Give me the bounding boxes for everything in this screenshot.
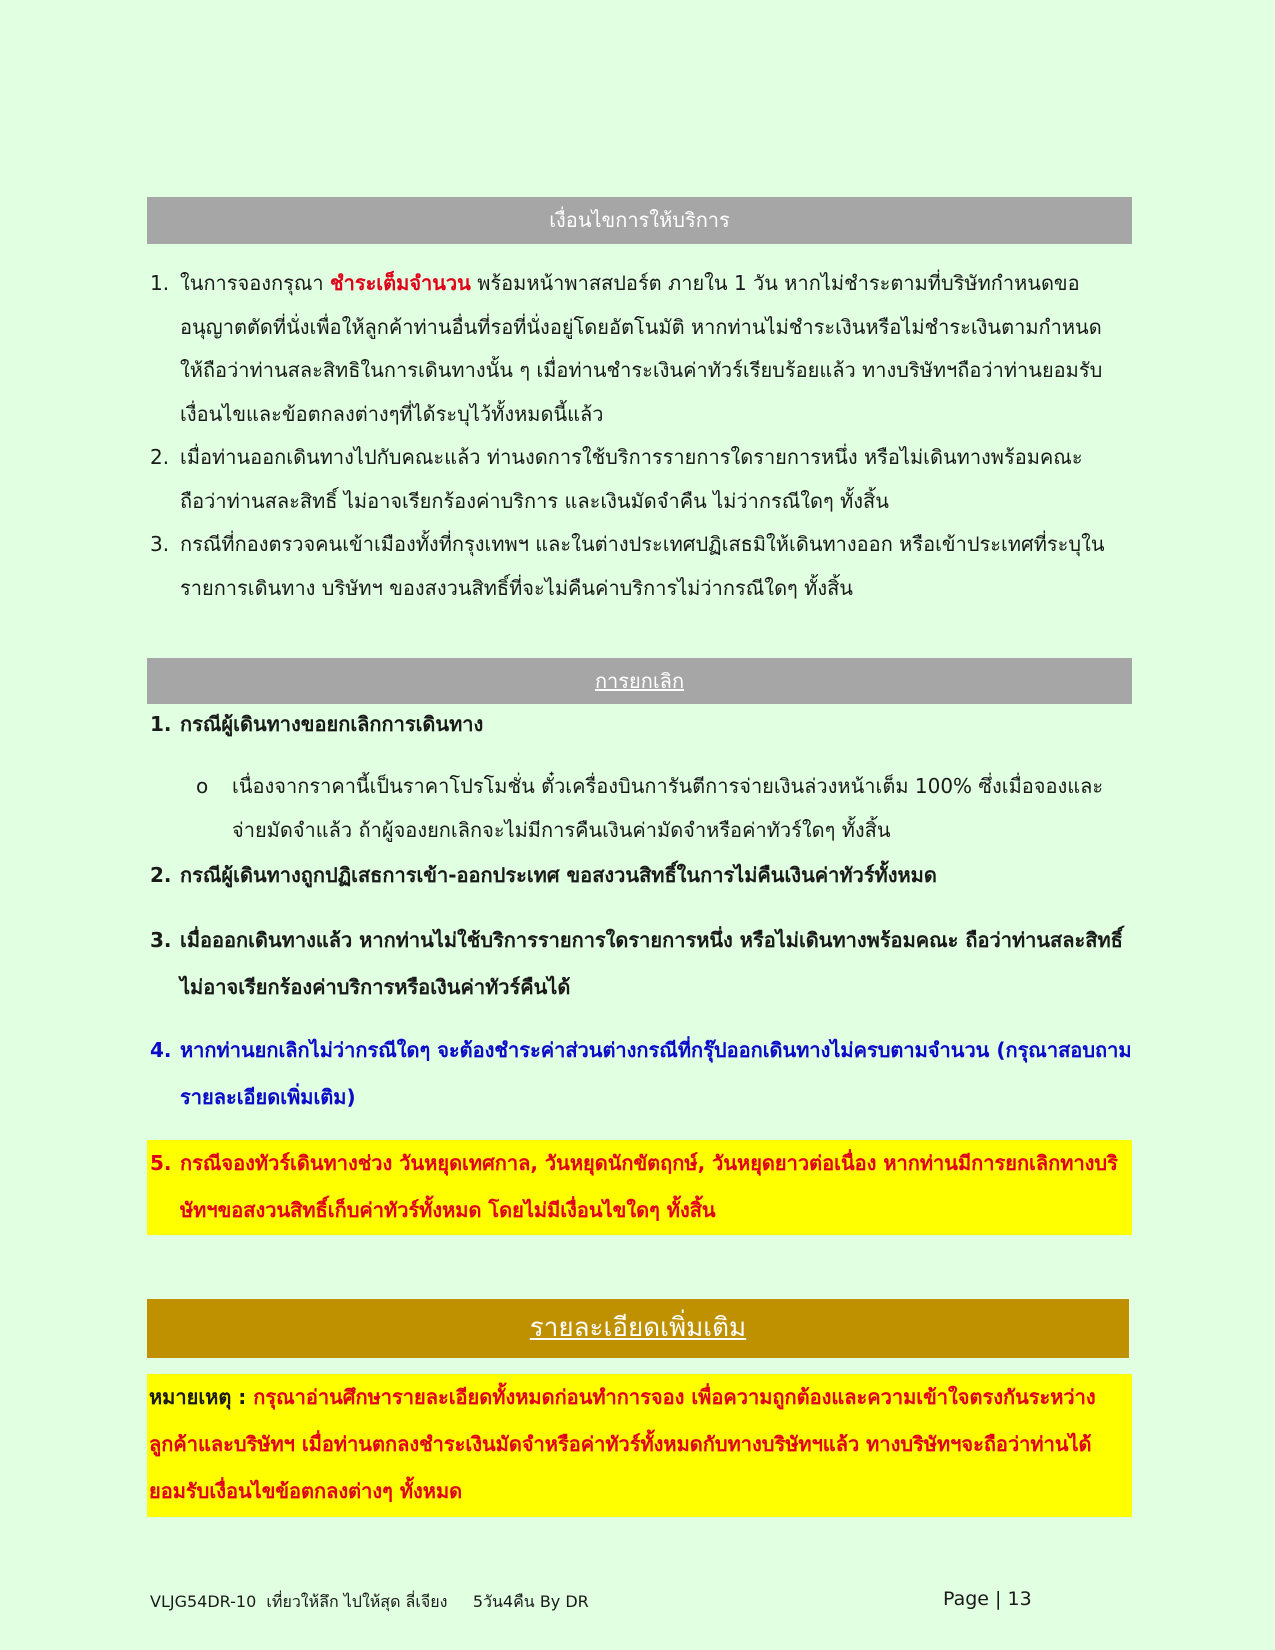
circle-bullet-icon: o (196, 774, 209, 798)
condition-text-before: ในการจองกรุณา (180, 271, 331, 295)
footer-tour-code: VLJG54DR-10 เที่ยวให้ลึก ไปให้สุด ลี่เจียง 5วัน4คืน By DR (150, 1592, 589, 1611)
list-number: 1. (150, 712, 172, 736)
list-number: 3. (150, 928, 172, 952)
condition-text: เมื่อท่านออกเดินทางไปกับคณะแล้ว ท่านงดการใช้บริการรายการใดรายการหนึ่ง หรือไม่เดินทางพร้อมคณะ ถือว่าท่านสละสิทธิ์ ไม่อาจเรียกร้องค่าบริการ และเงินมัดจำคืน ไม่ว่ากรณีใดๆ ทั้งสิ้น (180, 445, 1083, 513)
list-number: 4. (150, 1038, 172, 1062)
cancel-text: กรณีจองทัวร์เดินทางช่วง วันหยุดเทศกาล, วันหยุดนักขัตฤกษ์, วันหยุดยาวต่อเนื่อง หากท่านมีการยกเลิกทางบริษัทฯขอสงวนสิทธิ์เก็บค่าทัวร์ทั้งหมด โดยไม่มีเงื่อนไขใดๆ ทั้งสิ้น (180, 1151, 1118, 1222)
cancel-text: เมื่อออกเดินทางแล้ว หากท่านไม่ใช้บริการรายการใดรายการหนึ่ง หรือไม่เดินทางพร้อมคณะ ถือว่าท่านสละสิทธิ์ไม่อาจเรียกร้องค่าบริการหรือเงินค่าทัวร์คืนได้ (180, 928, 1123, 999)
note-label: หมายเหตุ : (149, 1385, 254, 1409)
list-number: 2. (150, 863, 172, 887)
cancel-sub-text: เนื่องจากราคานี้เป็นราคาโปรโมชั่น ตั๋วเครื่องบินการันตีการจ่ายเงินล่วงหน้าเต็ม 100% ซึ่งเมื่อจองและจ่ายมัดจำแล้ว ถ้าผู้จองยกเลิกจะไม่มีการคืนเงินค่ามัดจำหรือค่าทัวร์ใดๆ ทั้งสิ้น (232, 774, 1104, 842)
list-number: 3. (150, 532, 170, 556)
list-item (147, 523, 1117, 610)
cancel-text: หากท่านยกเลิกไม่ว่ากรณีใดๆ จะต้องชำระค่าส่วนต่างกรณีที่กรุ๊ปออกเดินทางไม่ครบตามจำนวน (กรุณาสอบถามรายละเอียดเพิ่มเติม) (180, 1038, 1132, 1109)
cancellation-header: การยกเลิก (147, 658, 1132, 704)
cancel-item-5 (147, 1140, 1132, 1234)
cancel-item-2 (147, 853, 1132, 898)
cancel-item-4 (147, 1027, 1132, 1121)
cancel-text: กรณีผู้เดินทางถูกปฏิเสธการเข้า-ออกประเทศ ขอสงวนสิทธิ์ในการไม่คืนเงินค่าทัวร์ทั้งหมด (180, 863, 937, 887)
conditions-list (147, 262, 1117, 610)
note-box (147, 1374, 1132, 1517)
cancel-item-1 (147, 702, 1132, 747)
condition-text-after: พร้อมหน้าพาสสปอร์ต ภายใน 1 วัน หากไม่ชำระตามที่บริษัทกำหนดขออนุญาตตัดที่นั่งเพื่อให้ลูกค้าท่านอื่นที่รอที่นั่งอยู่โดยอัตโนมัติ หากท่านไม่ชำระเงินหรือไม่ชำระเงินตามกำหนดให้ถือว่าท่านสละสิทธิในการเดินทางนั้น ๆ เมื่อท่านชำระเงินค่าทัวร์เรียบร้อยแล้ว ทางบริษัทฯถือว่าท่านยอมรับเงื่อนไขและข้อตกลงต่างๆที่ได้ระบุไว้ทั้งหมดนี้แล้ว (180, 271, 1103, 426)
conditions-header: เงื่อนไขการให้บริการ (147, 197, 1132, 244)
cancel-text: กรณีผู้เดินทางขอยกเลิกการเดินทาง (180, 712, 484, 736)
list-item (147, 262, 1117, 436)
list-number: 2. (150, 445, 170, 469)
full-payment-highlight: ชำระเต็มจำนวน (330, 271, 471, 295)
note-text: กรุณาอ่านศึกษารายละเอียดทั้งหมดก่อนทำการจอง เพื่อความถูกต้องและความเข้าใจตรงกันระหว่างลูกค้าและบริษัทฯ เมื่อท่านตกลงชำระเงินมัดจำหรือค่าทัวร์ทั้งหมดกับทางบริษัทฯแล้ว ทางบริษัทฯจะถือว่าท่านได้ยอมรับเงื่อนไขข้อตกลงต่างๆ ทั้งหมด (149, 1385, 1096, 1503)
list-number: 1. (150, 271, 170, 295)
condition-text: กรณีที่กองตรวจคนเข้าเมืองทั้งที่กรุงเทพฯ และในต่างประเทศปฏิเสธมิให้เดินทางออก หรือเข้าประเทศที่ระบุในรายการเดินทาง บริษัทฯ ของสงวนสิทธิ์ที่จะไม่คืนค่าบริการไม่ว่ากรณีใดๆ ทั้งสิ้น (180, 532, 1105, 600)
page-number: Page | 13 (943, 1588, 1032, 1610)
cancel-item-1-sub (196, 765, 1132, 852)
details-header: รายละเอียดเพิ่มเติม (147, 1299, 1129, 1358)
list-number: 5. (150, 1151, 172, 1175)
cancel-item-3 (147, 917, 1132, 1011)
list-item (147, 436, 1117, 523)
